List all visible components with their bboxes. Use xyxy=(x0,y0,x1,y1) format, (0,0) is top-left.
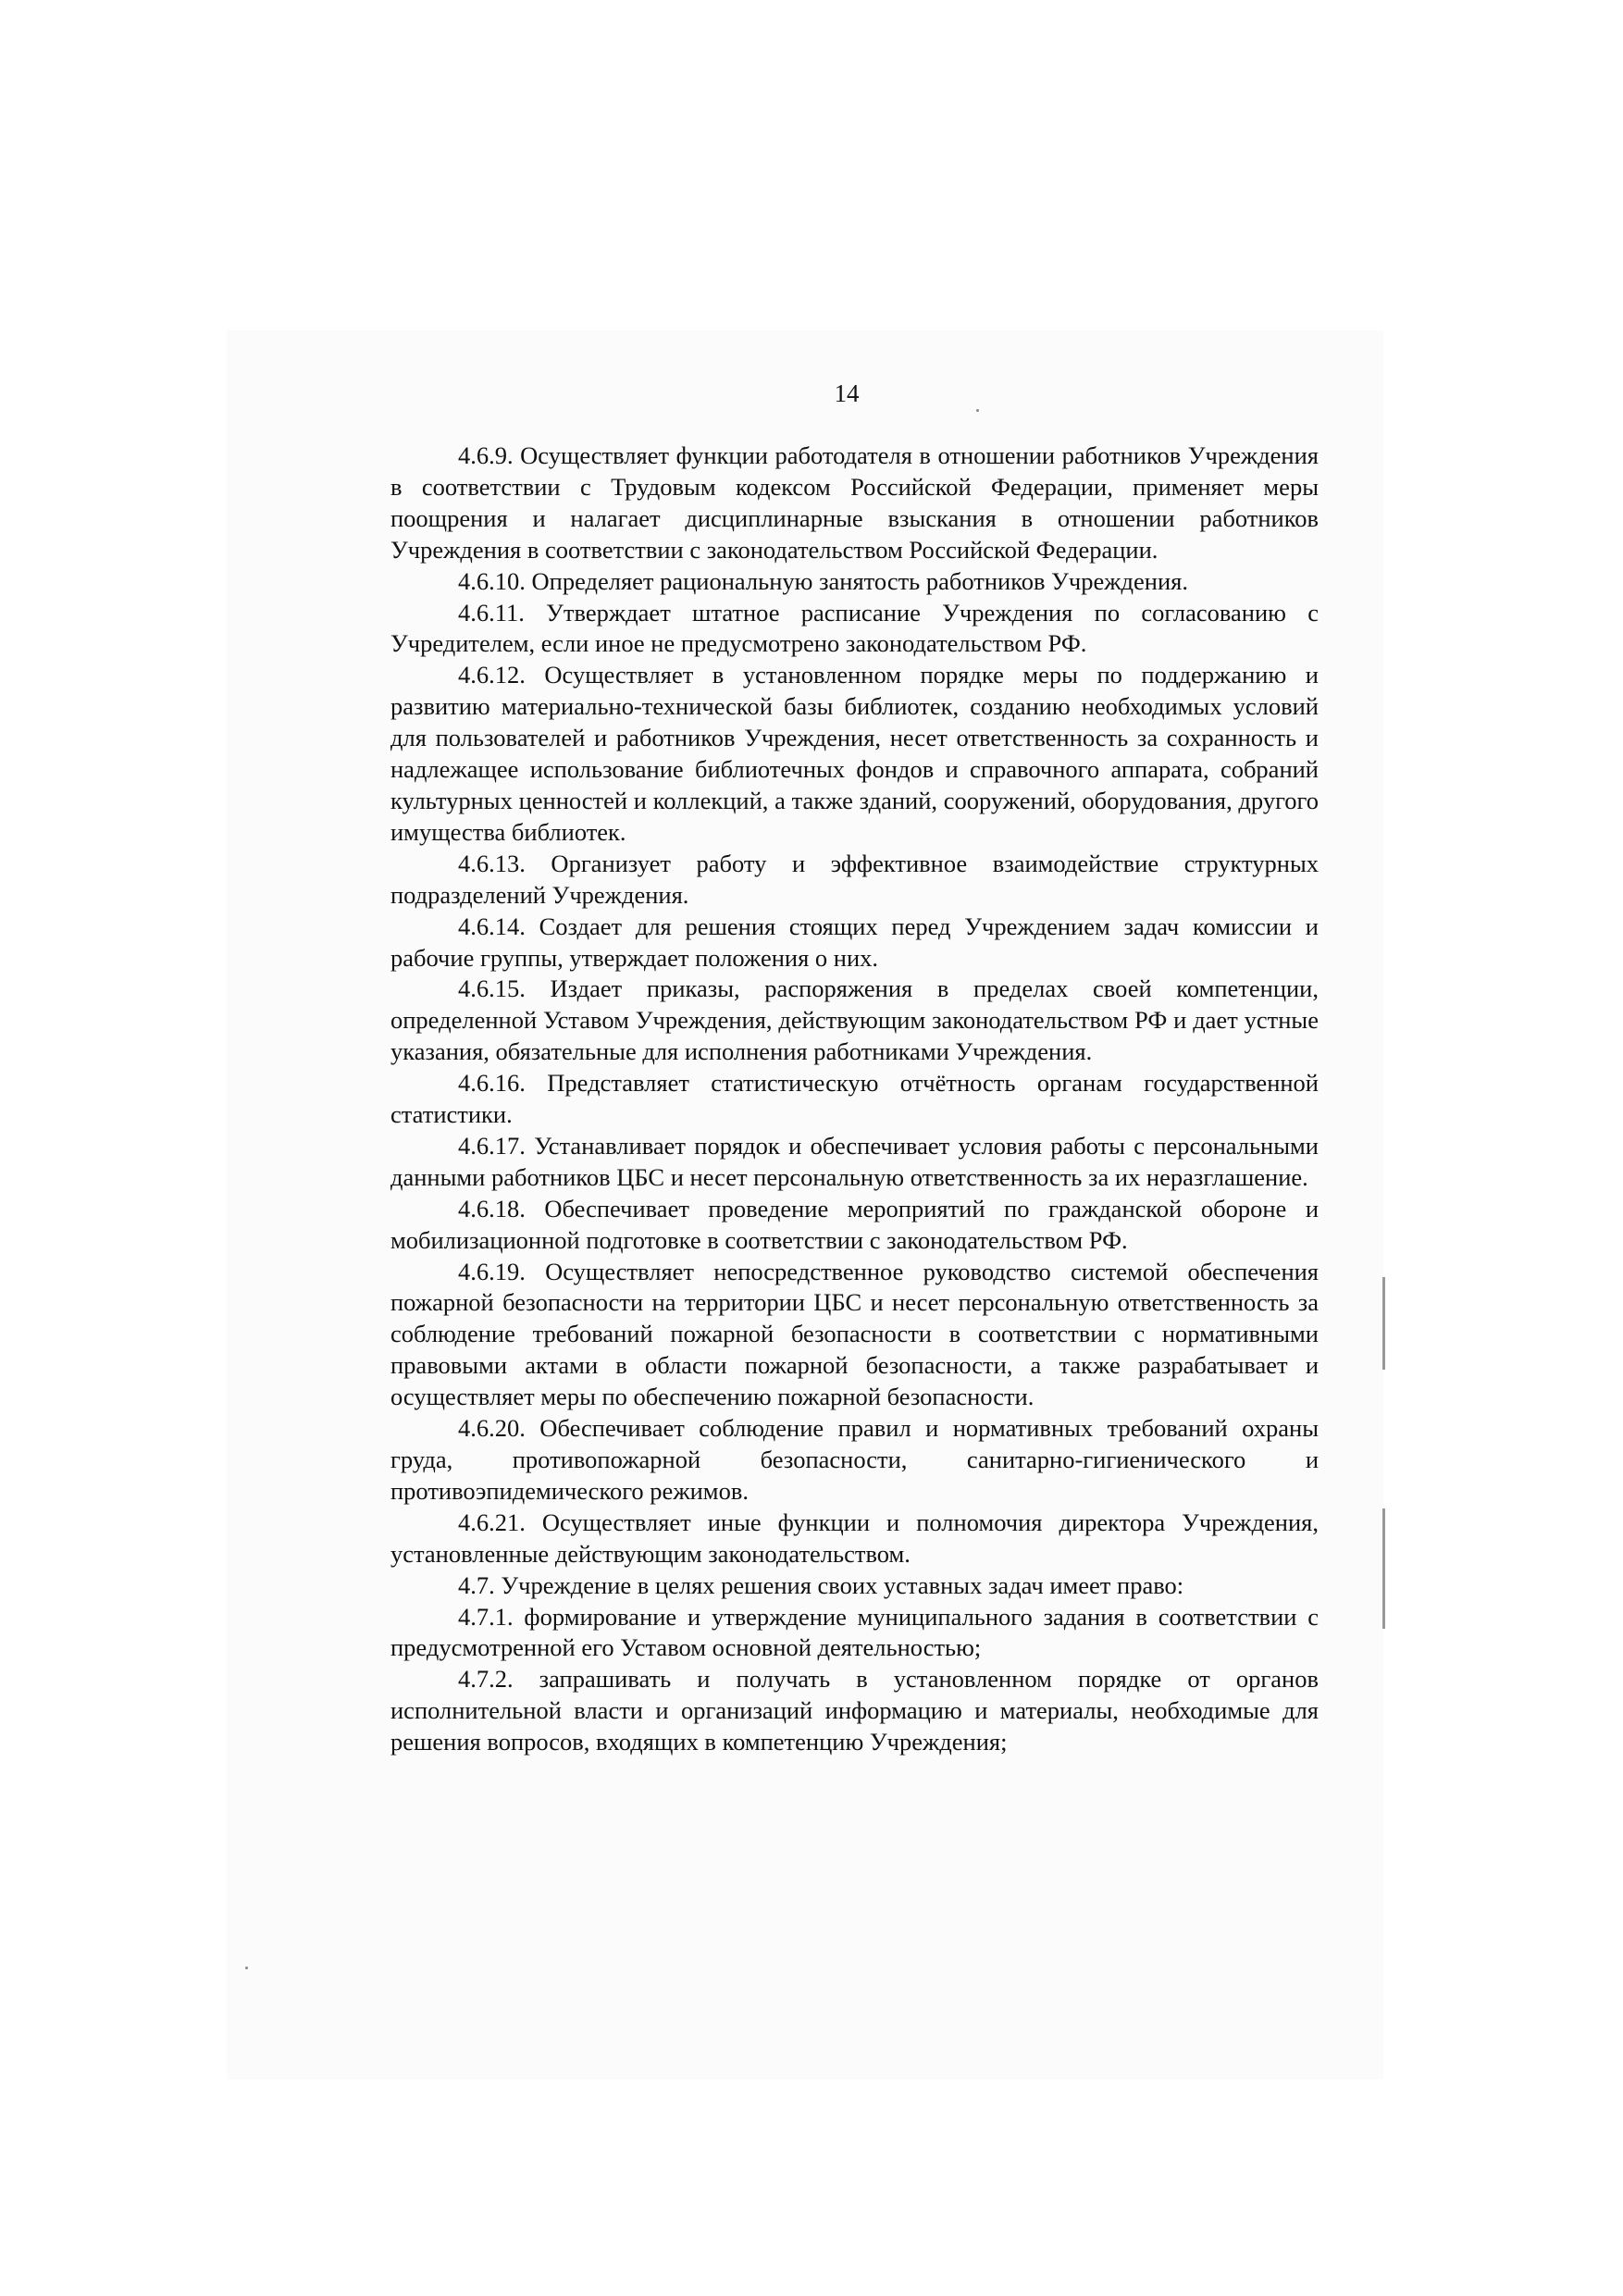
paragraph: 4.6.9. Осуществляет функции работодателя в отношении работников Учреждения в соответствии с Трудовым кодексом Российской Федерации, применяет меры поощрения и налагает дисциплинарные взыскания в отношении работников Учреждения в соответствии с законодательством Российской Федерации. xyxy=(390,441,1319,564)
paragraph: 4.7.2. запрашивать и получать в установленном порядке от органов исполнительной власти и организаций информацию и материалы, необходимые для решения вопросов, входящих в компетенцию Учреждения; xyxy=(390,1665,1319,1756)
paragraph: 4.6.14. Создает для решения стоящих перед Учреждением задач комиссии и рабочие группы, утверждает положения о них. xyxy=(390,912,1319,972)
paragraph: 4.6.11. Утверждает штатное расписание Учреждения по согласованию с Учредителем, если иное не предусмотрено законодательством РФ. xyxy=(390,598,1319,658)
paragraph: 4.6.13. Организует работу и эффективное взаимодействие структурных подразделений Учреждения. xyxy=(390,849,1319,909)
scan-edge-shadow xyxy=(1382,1508,1385,1629)
paragraph: 4.6.15. Издает приказы, распоряжения в пределах своей компетенции, определенной Уставом Учреждения, действующим законодательством РФ и дает устные указания, обязательные для исполнения работниками Учреждения. xyxy=(390,974,1319,1066)
paragraph: 4.6.17. Устанавливает порядок и обеспечивает условия работы с персональными данными работников ЦБС и несет персональную ответственность за их неразглашение. xyxy=(390,1131,1319,1191)
page-number: 14 xyxy=(834,379,860,407)
paragraph: 4.6.16. Представляет статистическую отчётность органам государственной статистики. xyxy=(390,1069,1319,1129)
paragraph: 4.6.10. Определяет рациональную занятость работников Учреждения. xyxy=(458,566,1188,595)
paragraph: 4.6.12. Осуществляет в установленном порядке меры по поддержанию и развитию материально-технической базы библиотек, созданию необходимых условий для пользователей и работников Учреждения, несет ответственность за сохранность и надлежащее использование библиотечных фондов и справочного аппарата, собраний культурных ценностей и коллекций, а также зданий, сооружений, оборудования, другого имущества библиотек. xyxy=(390,661,1319,846)
paragraph: 4.6.18. Обеспечивает проведение мероприятий по гражданской обороне и мобилизационной подготовке в соответствии с законодательством РФ. xyxy=(390,1194,1319,1254)
paragraph: 4.7.1. формирование и утверждение муниципального задания в соответствии с предусмотренной его Уставом основной деятельностью; xyxy=(390,1602,1319,1662)
paragraph: 4.7. Учреждение в целях решения своих уставных задач имеет право: xyxy=(458,1570,1184,1599)
paragraph: 4.6.21. Осуществляет иные функции и полномочия директора Учреждения, установленные действующим законодательством. xyxy=(390,1508,1319,1568)
paragraph: 4.6.20. Обеспечивает соблюдение правил и нормативных требований охраны груда, противопожарной безопасности, санитарно-гигиенического и противоэпидемического режимов. xyxy=(390,1414,1319,1505)
document-body xyxy=(390,441,1319,1758)
scan-speck xyxy=(976,409,979,412)
paragraph: 4.6.19. Осуществляет непосредственное руководство системой обеспечения пожарной безопасности на территории ЦБС и несет персональную ответственность за соблюдение требований пожарной безопасности в соответствии с нормативными правовыми актами в области пожарной безопасности, а также разрабатывает и осуществляет меры по обеспечению пожарной безопасности. xyxy=(390,1257,1319,1411)
scan-edge-shadow xyxy=(1382,1277,1385,1370)
scan-speck xyxy=(245,1967,248,1969)
